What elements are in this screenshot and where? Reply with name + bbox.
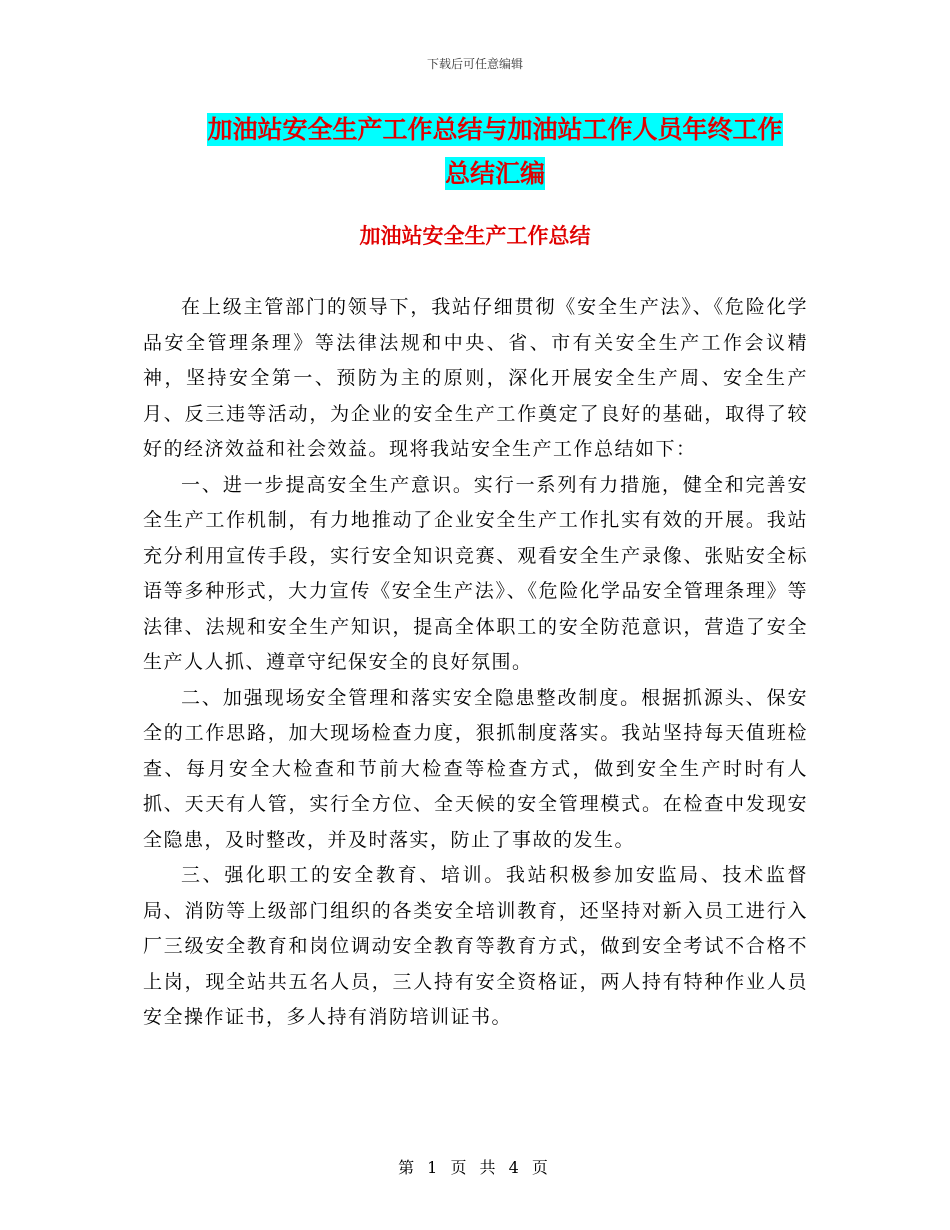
- body-text: [143, 290, 808, 1036]
- paragraph-3: 三、强化职工的安全教育、培训。我站积极参加安监局、技术监督局、消防等上级部门组织的各类安全培训教育，还坚持对新入员工进行入厂三级安全教育和岗位调动安全教育等教育方式，做到安全考试不合格不上岗，现全站共五名人员，三人持有安全资格证，两人持有特种作业人员安全操作证书，多人持有消防培训证书。: [143, 864, 808, 1028]
- paragraph-2: 二、加强现场安全管理和落实安全隐患整改制度。根据抓源头、保安全的工作思路，加大现场检查力度，狠抓制度落实。我站坚持每天值班检查、每月安全大检查和节前大检查等检查方式，做到安全生产时时有人抓、天天有人管，实行全方位、全天候的安全管理模式。在检查中发现安全隐患，及时整改，并及时落实，防止了事故的发生。: [143, 686, 808, 851]
- paragraph-intro: 在上级主管部门的领导下，我站仔细贯彻《安全生产法》、《危险化学品安全管理条理》等法律法规和中央、省、市有关安全生产工作会议精神，坚持安全第一、预防为主的原则，深化开展安全生产周、安全生产月、反三违等活动，为企业的安全生产工作奠定了良好的基础，取得了较好的经济效益和社会效益。现将我站安全生产工作总结如下：: [143, 296, 808, 460]
- document-title: [130, 108, 860, 196]
- title-line-1: 加油站安全生产工作总结与加油站工作人员年终工作: [207, 115, 783, 144]
- page-footer: 第 1 页 共 4 页: [398, 1158, 552, 1177]
- section-title: 加油站安全生产工作总结: [359, 224, 591, 248]
- paragraph-1: 一、进一步提高安全生产意识。实行一系列有力措施，健全和完善安全生产工作机制，有力地推动了企业安全生产工作扎实有效的开展。我站充分利用宣传手段，实行安全知识竞赛、观看安全生产录像、张贴安全标语等多种形式，大力宣传《安全生产法》、《危险化学品安全管理条理》等法律、法规和安全生产知识，提高全体职工的安全防范意识，营造了安全生产人人抓、遵章守纪保安全的良好氛围。: [143, 473, 808, 673]
- header-note: 下载后可任意编辑: [426, 57, 523, 71]
- title-line-2: 总结汇编: [444, 159, 545, 188]
